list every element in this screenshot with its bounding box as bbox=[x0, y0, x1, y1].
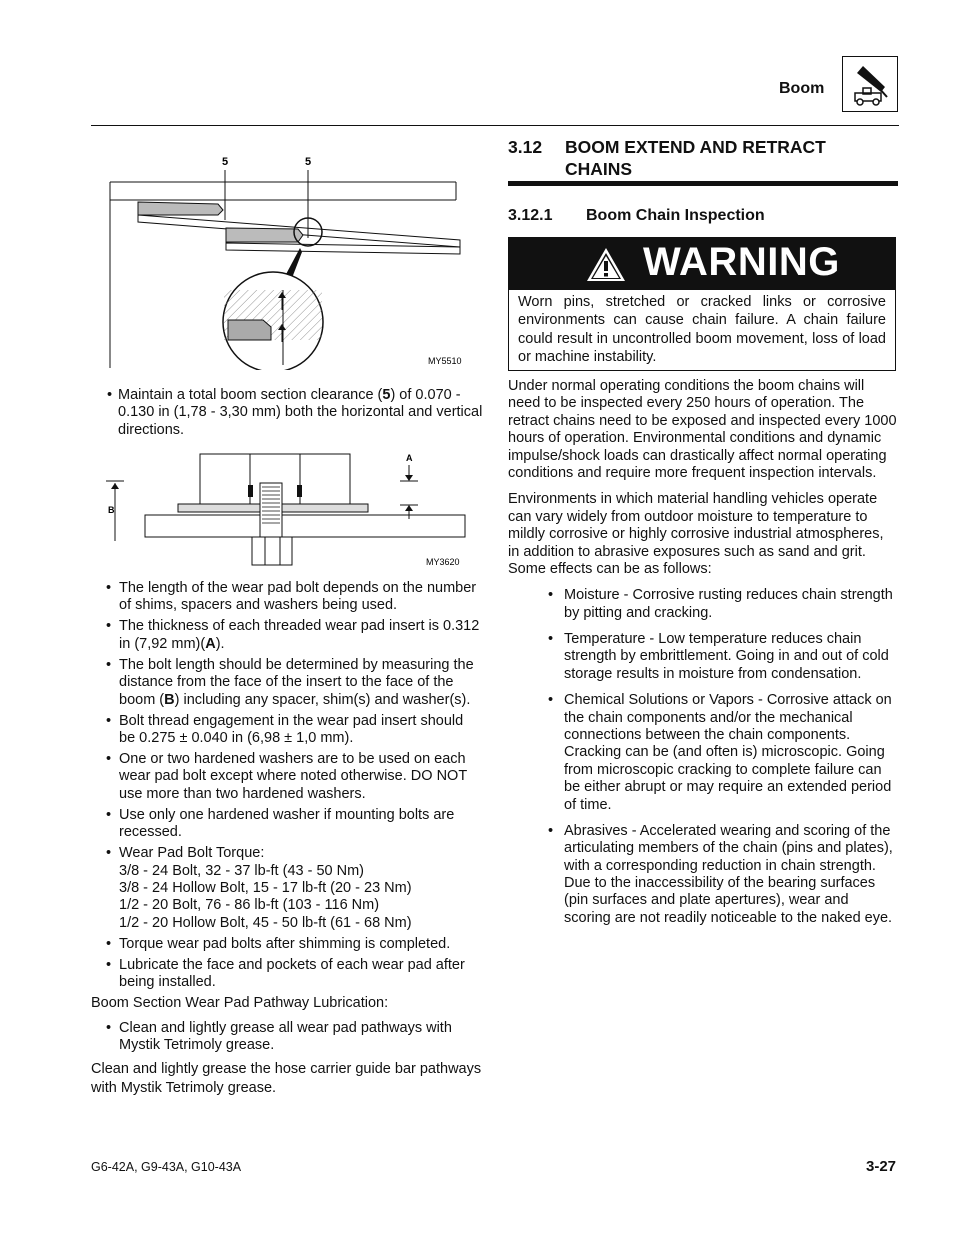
warning-triangle-icon bbox=[585, 246, 627, 283]
bullet-pathway-grease: • Clean and lightly grease all wear pad pathways with Mystik Tetrimoly grease. bbox=[91, 1020, 483, 1055]
warning-banner bbox=[509, 238, 895, 290]
figure1-callout-left: 5 bbox=[222, 156, 229, 168]
section-heading: 3.12 BOOM EXTEND AND RETRACT CHAINS bbox=[508, 137, 826, 179]
warning-box bbox=[508, 237, 896, 371]
figure2-label-b: B bbox=[108, 505, 115, 515]
bullet-insert-thickness: • The thickness of each threaded wear pad insert is 0.312 in (7,92 mm)(A). bbox=[91, 618, 483, 653]
header-section-title: Boom bbox=[779, 80, 825, 97]
subsection-heading: 3.12.1 Boom Chain Inspection bbox=[508, 207, 765, 224]
effect-abrasives: • Abrasives - Accelerated wearing and scoring of the articulating members of the chain (pins and plates), with a corresponding reduction in chain strength. Due to the inaccessibility of the bearing surfaces (pin surfaces and plate apertures), wear and scoring are not readily noticeable to the naked eye. bbox=[508, 823, 898, 927]
boom-clearance-figure bbox=[108, 150, 468, 370]
bullet-recessed-washer: • Use only one hardened washer if mounting bolts are recessed. bbox=[91, 807, 483, 842]
bullet-thread-engagement: • Bolt thread engagement in the wear pad insert should be 0.275 ± 0.040 in (6,98 ± 1,0 mm). bbox=[91, 713, 483, 748]
bullet-bolt-length: • The length of the wear pad bolt depends on the number of shims, spacers and washers being used. bbox=[91, 580, 483, 615]
bullet-lubricate-pads: • Lubricate the face and pockets of each wear pad after being installed. bbox=[91, 957, 483, 992]
inspection-interval-paragraph: Under normal operating conditions the boom chains will need to be inspected every 250 hours of operation. The retract chains need to be exposed and inspected every 1000 hours of operation. Environmental conditions and dynamic impulse/shock loads can drastically affect normal operating conditions and require more frequent inspection intervals. bbox=[508, 378, 897, 482]
warning-word: WARNING bbox=[643, 240, 840, 284]
bullet-torque: • Wear Pad Bolt Torque: 3/8 - 24 Bolt, 32 - 37 lb-ft (43 - 50 Nm) 3/8 - 24 Hollow Bolt, 15 - 17 lb-ft (20 - 23 Nm) 1/2 - 20 Bolt, 76 - 86 lb-ft (103 - 116 Nm) 1/2 - 20 Hollow Bolt, 45 - 50 lb-ft (61 - 68 Nm) bbox=[91, 845, 483, 932]
figure1-id: MY5510 bbox=[428, 356, 462, 366]
section-rule bbox=[508, 181, 898, 186]
effect-chemical: • Chemical Solutions or Vapors - Corrosive attack on the chain components and/or the mechanical connections between the chain components. Cracking can be (and often is) microscopic. Going from microscopic cracking to complete failure can be either abrupt or may require an extended period of time. bbox=[508, 692, 898, 814]
wear-pad-bolt-figure bbox=[100, 445, 470, 573]
header-rule bbox=[91, 125, 899, 126]
figure2-id: MY3620 bbox=[426, 557, 460, 567]
closing-paragraph: Clean and lightly grease the hose carrier guide bar pathways with Mystik Tetrimoly grease. bbox=[91, 1060, 482, 1096]
figure2-label-a: A bbox=[406, 453, 413, 463]
page-number: 3-27 bbox=[866, 1158, 897, 1175]
torque-line: 1/2 - 20 Bolt, 76 - 86 lb-ft (103 - 116 Nm) bbox=[119, 897, 380, 914]
pathway-heading: Boom Section Wear Pad Pathway Lubrication: bbox=[91, 995, 389, 1012]
bullet-hardened-washers: • One or two hardened washers are to be used on each wear pad bolt except where noted otherwise. DO NOT use more than two hardened washers. bbox=[91, 751, 483, 803]
left-column bbox=[91, 387, 483, 439]
torque-line: 1/2 - 20 Hollow Bolt, 45 - 50 lb-ft (61 - 68 Nm) bbox=[119, 914, 412, 931]
warning-text: Worn pins, stretched or cracked links or corrosive environments can cause chain failure. A chain failure could result in uncontrolled boom movement, loss of load or machine instability. bbox=[518, 294, 886, 366]
clearance-bullet: • Maintain a total boom section clearance (5) of 0.070 - 0.130 in (1,78 - 3,30 mm) both the horizontal and vertical directions. bbox=[91, 387, 483, 439]
wear-pad-bullets bbox=[91, 580, 483, 1098]
environment-paragraph: Environments in which material handling vehicles operate can vary widely from outdoor moisture to temperature to mildly corrosive or highly corrosive industrial atmospheres, in addition to abrasive exposures such as sand and grit. Some effects can be as follows: bbox=[508, 491, 884, 578]
effect-temperature: • Temperature - Low temperature reduces chain strength by embrittlement. Going in and out of cold storage results in moisture from condensation. bbox=[508, 631, 898, 683]
bullet-bolt-measure: • The bolt length should be determined by measuring the distance from the face of the insert to the face of the boom (B) including any spacer, shim(s) and washer(s). bbox=[91, 657, 483, 709]
footer-models: G6-42A, G9-43A, G10-43A bbox=[91, 1160, 242, 1174]
telehandler-boom-icon bbox=[842, 56, 898, 112]
bullet-torque-after-shim: • Torque wear pad bolts after shimming is completed. bbox=[91, 936, 483, 953]
figure1-callout-right: 5 bbox=[305, 156, 312, 168]
effect-moisture: • Moisture - Corrosive rusting reduces chain strength by pitting and cracking. bbox=[508, 587, 898, 622]
torque-line: 3/8 - 24 Hollow Bolt, 15 - 17 lb-ft (20 - 23 Nm) bbox=[119, 880, 412, 897]
torque-line: 3/8 - 24 Bolt, 32 - 37 lb-ft (43 - 50 Nm) bbox=[119, 862, 364, 879]
right-body bbox=[508, 378, 898, 936]
